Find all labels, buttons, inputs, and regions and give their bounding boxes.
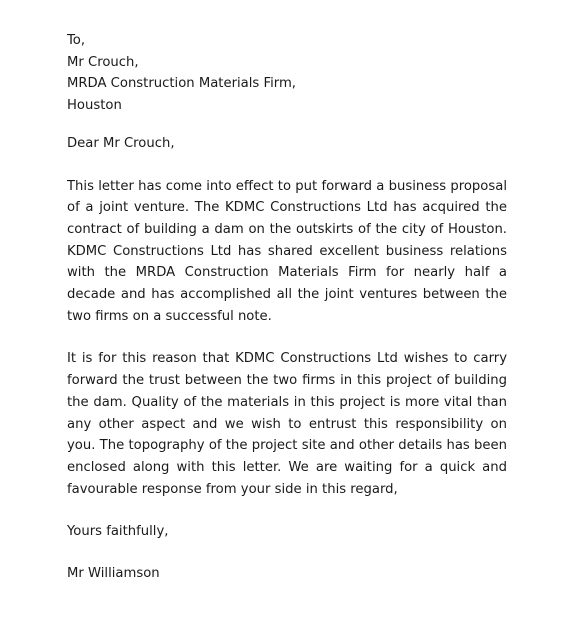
salutation: Dear Mr Crouch, [67, 135, 175, 151]
address-line-company: MRDA Construction Materials Firm, [67, 76, 296, 92]
body-paragraph-2: It is for this reason that KDMC Constructions Ltd wishes to carry forward the trust between the two firms in this project of building the dam. Quality of the materials in this project is more vital than any other aspect and we wish to entrust this responsibility on you. The topography of the project site and other details has been enclosed along with this letter. We are waiting for a quick and favourable response from your side in this regard, [67, 351, 507, 497]
closing: Yours faithfully, [67, 524, 169, 540]
address-line-city: Houston [67, 98, 122, 114]
address-line-recipient-name: Mr Crouch, [67, 54, 139, 70]
recipient-address [67, 30, 507, 117]
letter-body [67, 30, 507, 585]
body-paragraph-1: This letter has come into effect to put forward a business proposal of a joint venture. The KDMC Constructions Ltd has acquired the contract of building a dam on the outskirts of the city of Houston. KDMC Constructions Ltd has shared excellent business relations with the MRDA Construction Materials Firm for nearly half a decade and has accomplished all the joint ventures between the two firms on a successful note. [67, 178, 507, 324]
address-line-to: To, [67, 33, 86, 48]
signature-name: Mr Williamson [67, 566, 160, 582]
